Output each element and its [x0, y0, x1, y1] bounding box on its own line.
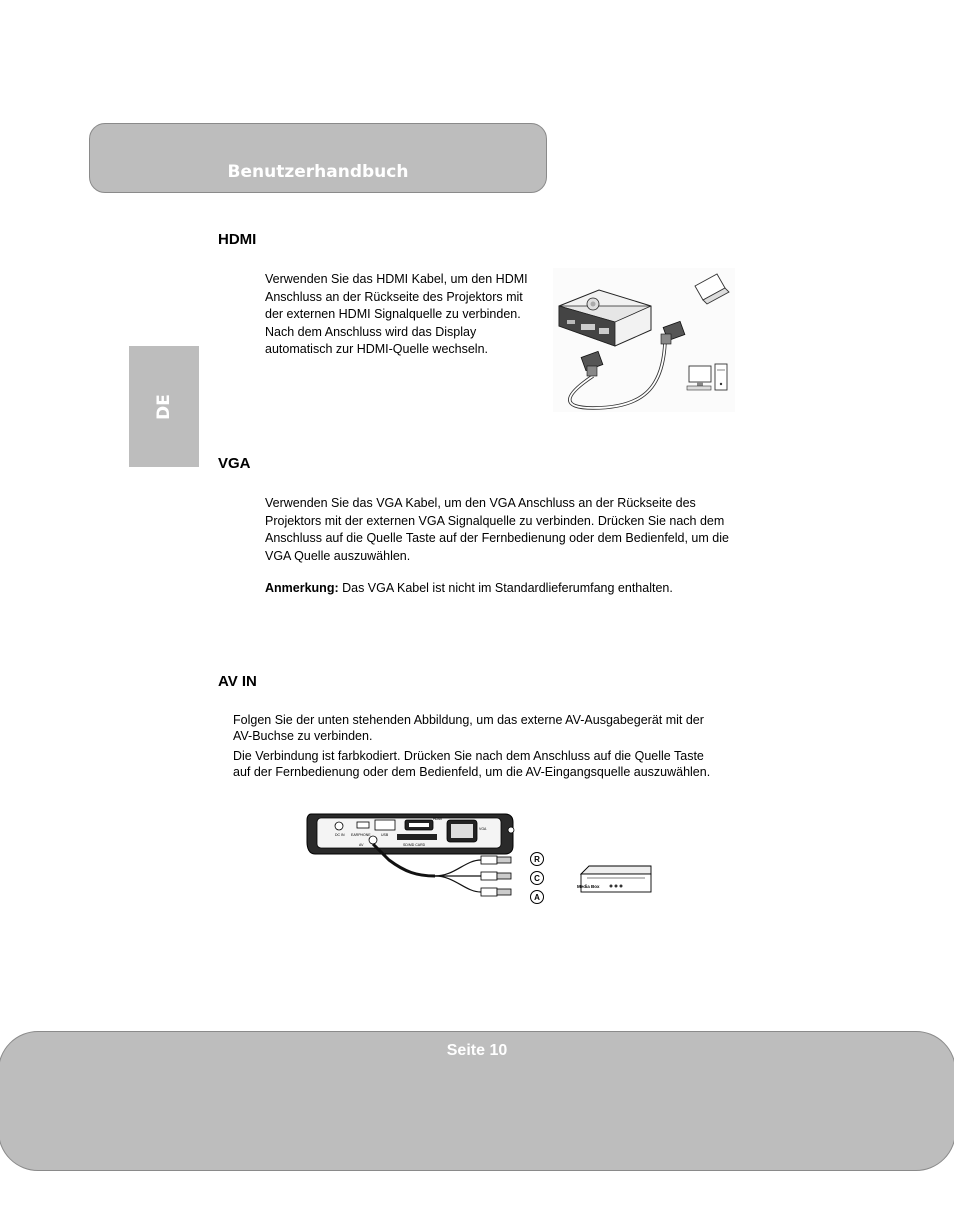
projector-back-panel: [307, 814, 514, 854]
av-in-text-2: Die Verbindung ist farbkodiert. Drücken Sie nach dem Anschluss auf die Quelle Taste auf der Fernbedienung oder dem Bedienfeld, um die AV-Eingangsquelle auszuwählen.: [233, 749, 711, 779]
footer-bar: [0, 1031, 954, 1171]
page-number: Seite 10: [446, 1042, 508, 1059]
media-box-device: [577, 866, 651, 892]
earphone-label: EARPHONE: [351, 833, 371, 837]
hdmi-text: Verwenden Sie das HDMI Kabel, um den HDMI Anschluss an der Rückseite des Projektors mit der externen HDMI Signalquelle zu verbinden. Nach dem Anschluss wird das Display automatisch zur HDMI-Quelle wechseln.: [265, 272, 528, 357]
svg-text:C: C: [534, 874, 540, 883]
connector-letter-a: [531, 891, 544, 904]
av-in-text-1: Folgen Sie der unten stehenden Abbildung, um das externe AV-Ausgabegerät mit der AV-Buchse zu verbinden.: [233, 713, 704, 743]
svg-text:R: R: [534, 855, 540, 864]
vga-heading: VGA: [218, 455, 251, 472]
dc-in-label: DC IN: [335, 833, 345, 837]
usb-label: USB: [381, 833, 389, 837]
vga-note: [265, 580, 735, 598]
vga-note-label: Anmerkung:: [265, 581, 339, 595]
sd-card-label: SD/MD CARD: [403, 843, 426, 847]
connector-letter-c: [531, 872, 544, 885]
hdmi-connection-illustration: [553, 268, 735, 412]
language-side-tab: [129, 346, 199, 467]
desktop-computer-icon: [687, 364, 727, 390]
header-tab: [89, 123, 547, 193]
vga-label: VGA: [479, 827, 487, 831]
hdmi-label: HDMI: [433, 817, 442, 821]
header-title: Benutzerhandbuch: [227, 162, 409, 182]
svg-text:A: A: [534, 893, 540, 902]
av-connection-illustration: [305, 808, 657, 908]
vga-note-text: Das VGA Kabel ist nicht im Standardlieferumfang enthalten.: [338, 581, 673, 595]
av-label: AV: [359, 843, 364, 847]
vga-text: Verwenden Sie das VGA Kabel, um den VGA Anschluss an der Rückseite des Projektors mit der externen VGA Signalquelle zu verbinden. Drücken Sie nach dem Anschluss auf die Quelle Taste auf der Fernbedienung oder dem Bedienfeld, um die VGA Quelle auszuwählen.: [265, 496, 729, 563]
media-box-label: Media Box: [577, 884, 600, 889]
language-label: DE: [154, 393, 174, 420]
connector-letter-r: [531, 853, 544, 866]
av-in-heading: AV IN: [218, 673, 257, 690]
hdmi-heading: HDMI: [218, 231, 257, 248]
rca-plugs: [481, 856, 511, 896]
